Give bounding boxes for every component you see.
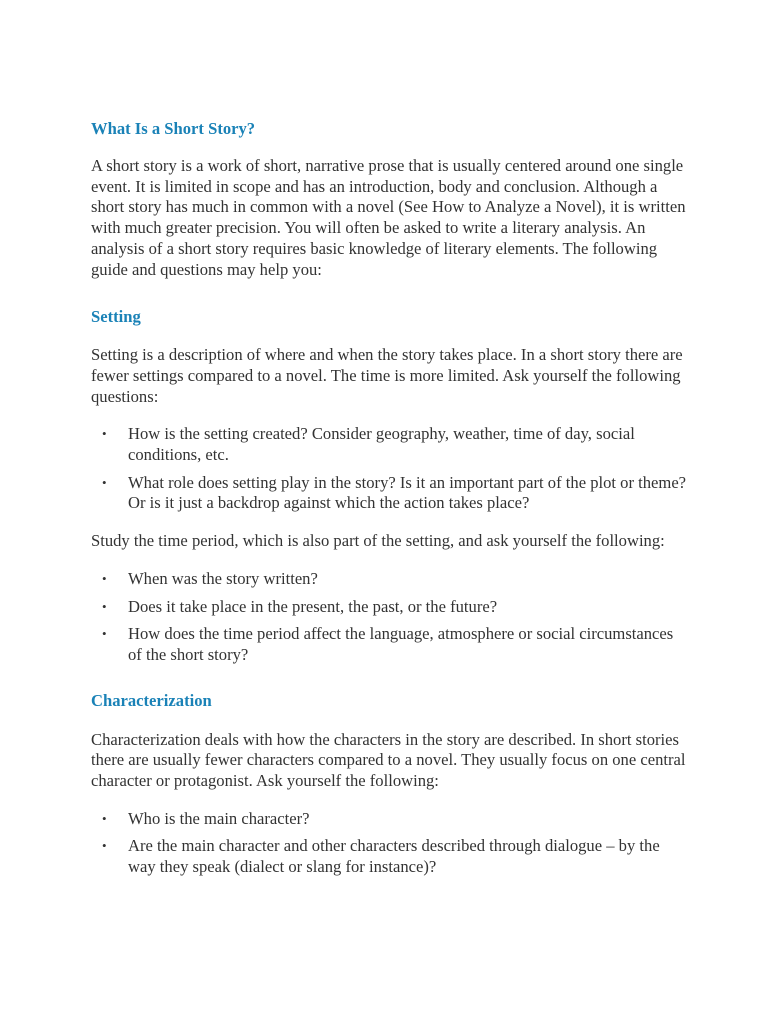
bullet-icon: • [102,426,107,442]
bullet-icon: • [102,570,107,586]
bullet-icon: • [102,626,107,642]
bullet-icon: • [102,474,107,490]
list-item-text: What role does setting play in the story? Is it an important part of the plot or theme? Or is it just a backdrop against which the action takes place? [128,472,687,513]
characterization-question-list [91,809,691,878]
heading-characterization: Characterization [91,690,212,710]
list-item [91,809,691,830]
setting-question-list [91,424,691,514]
bullet-icon: • [102,838,107,854]
list-item-text: Does it take place in the present, the past, or the future? [128,596,498,616]
list-item [91,424,691,465]
list-item-text: When was the story written? [128,568,318,588]
list-item [91,597,691,618]
list-item-text: How is the setting created? Consider geography, weather, time of day, social conditions, etc. [128,424,635,465]
list-item [91,569,691,590]
list-item-text: Are the main character and other characters described through dialogue – by the way they speak (dialect or slang for instance)? [128,836,660,877]
list-item [91,473,691,514]
heading-what-is-a-short-story: What Is a Short Story? [91,119,256,138]
time-period-question-list [91,569,691,666]
list-item [91,836,691,877]
list-item [91,624,691,665]
list-item-text: Who is the main character? [128,808,310,828]
document-page [91,118,691,878]
list-item-text: How does the time period affect the language, atmosphere or social circumstances of the short story? [128,624,674,664]
paragraph-setting: Setting is a description of where and when the story takes place. In a short story there are fewer settings compared to a novel. The time is more limited. Ask yourself the following questions: [91,345,683,406]
bullet-icon: • [102,810,107,826]
bullet-icon: • [102,598,107,614]
heading-setting: Setting [91,307,141,327]
paragraph-intro: A short story is a work of short, narrative prose that is usually centered around one single event. It is limited in scope and has an introduction, body and conclusion. Although a short story has much in common with a novel (See How to Analyze a Novel), it is written with much greater precision. You will often be asked to write a literary analysis. An analysis of a short story requires basic knowledge of literary elements. The following guide and questions may help you: [91,156,686,279]
paragraph-time-period: Study the time period, which is also part of the setting, and ask yourself the following: [91,531,665,551]
paragraph-characterization: Characterization deals with how the characters in the story are described. In short stories there are usually fewer characters compared to a novel. They usually focus on one central character or protagonist. Ask yourself the following: [91,729,686,791]
